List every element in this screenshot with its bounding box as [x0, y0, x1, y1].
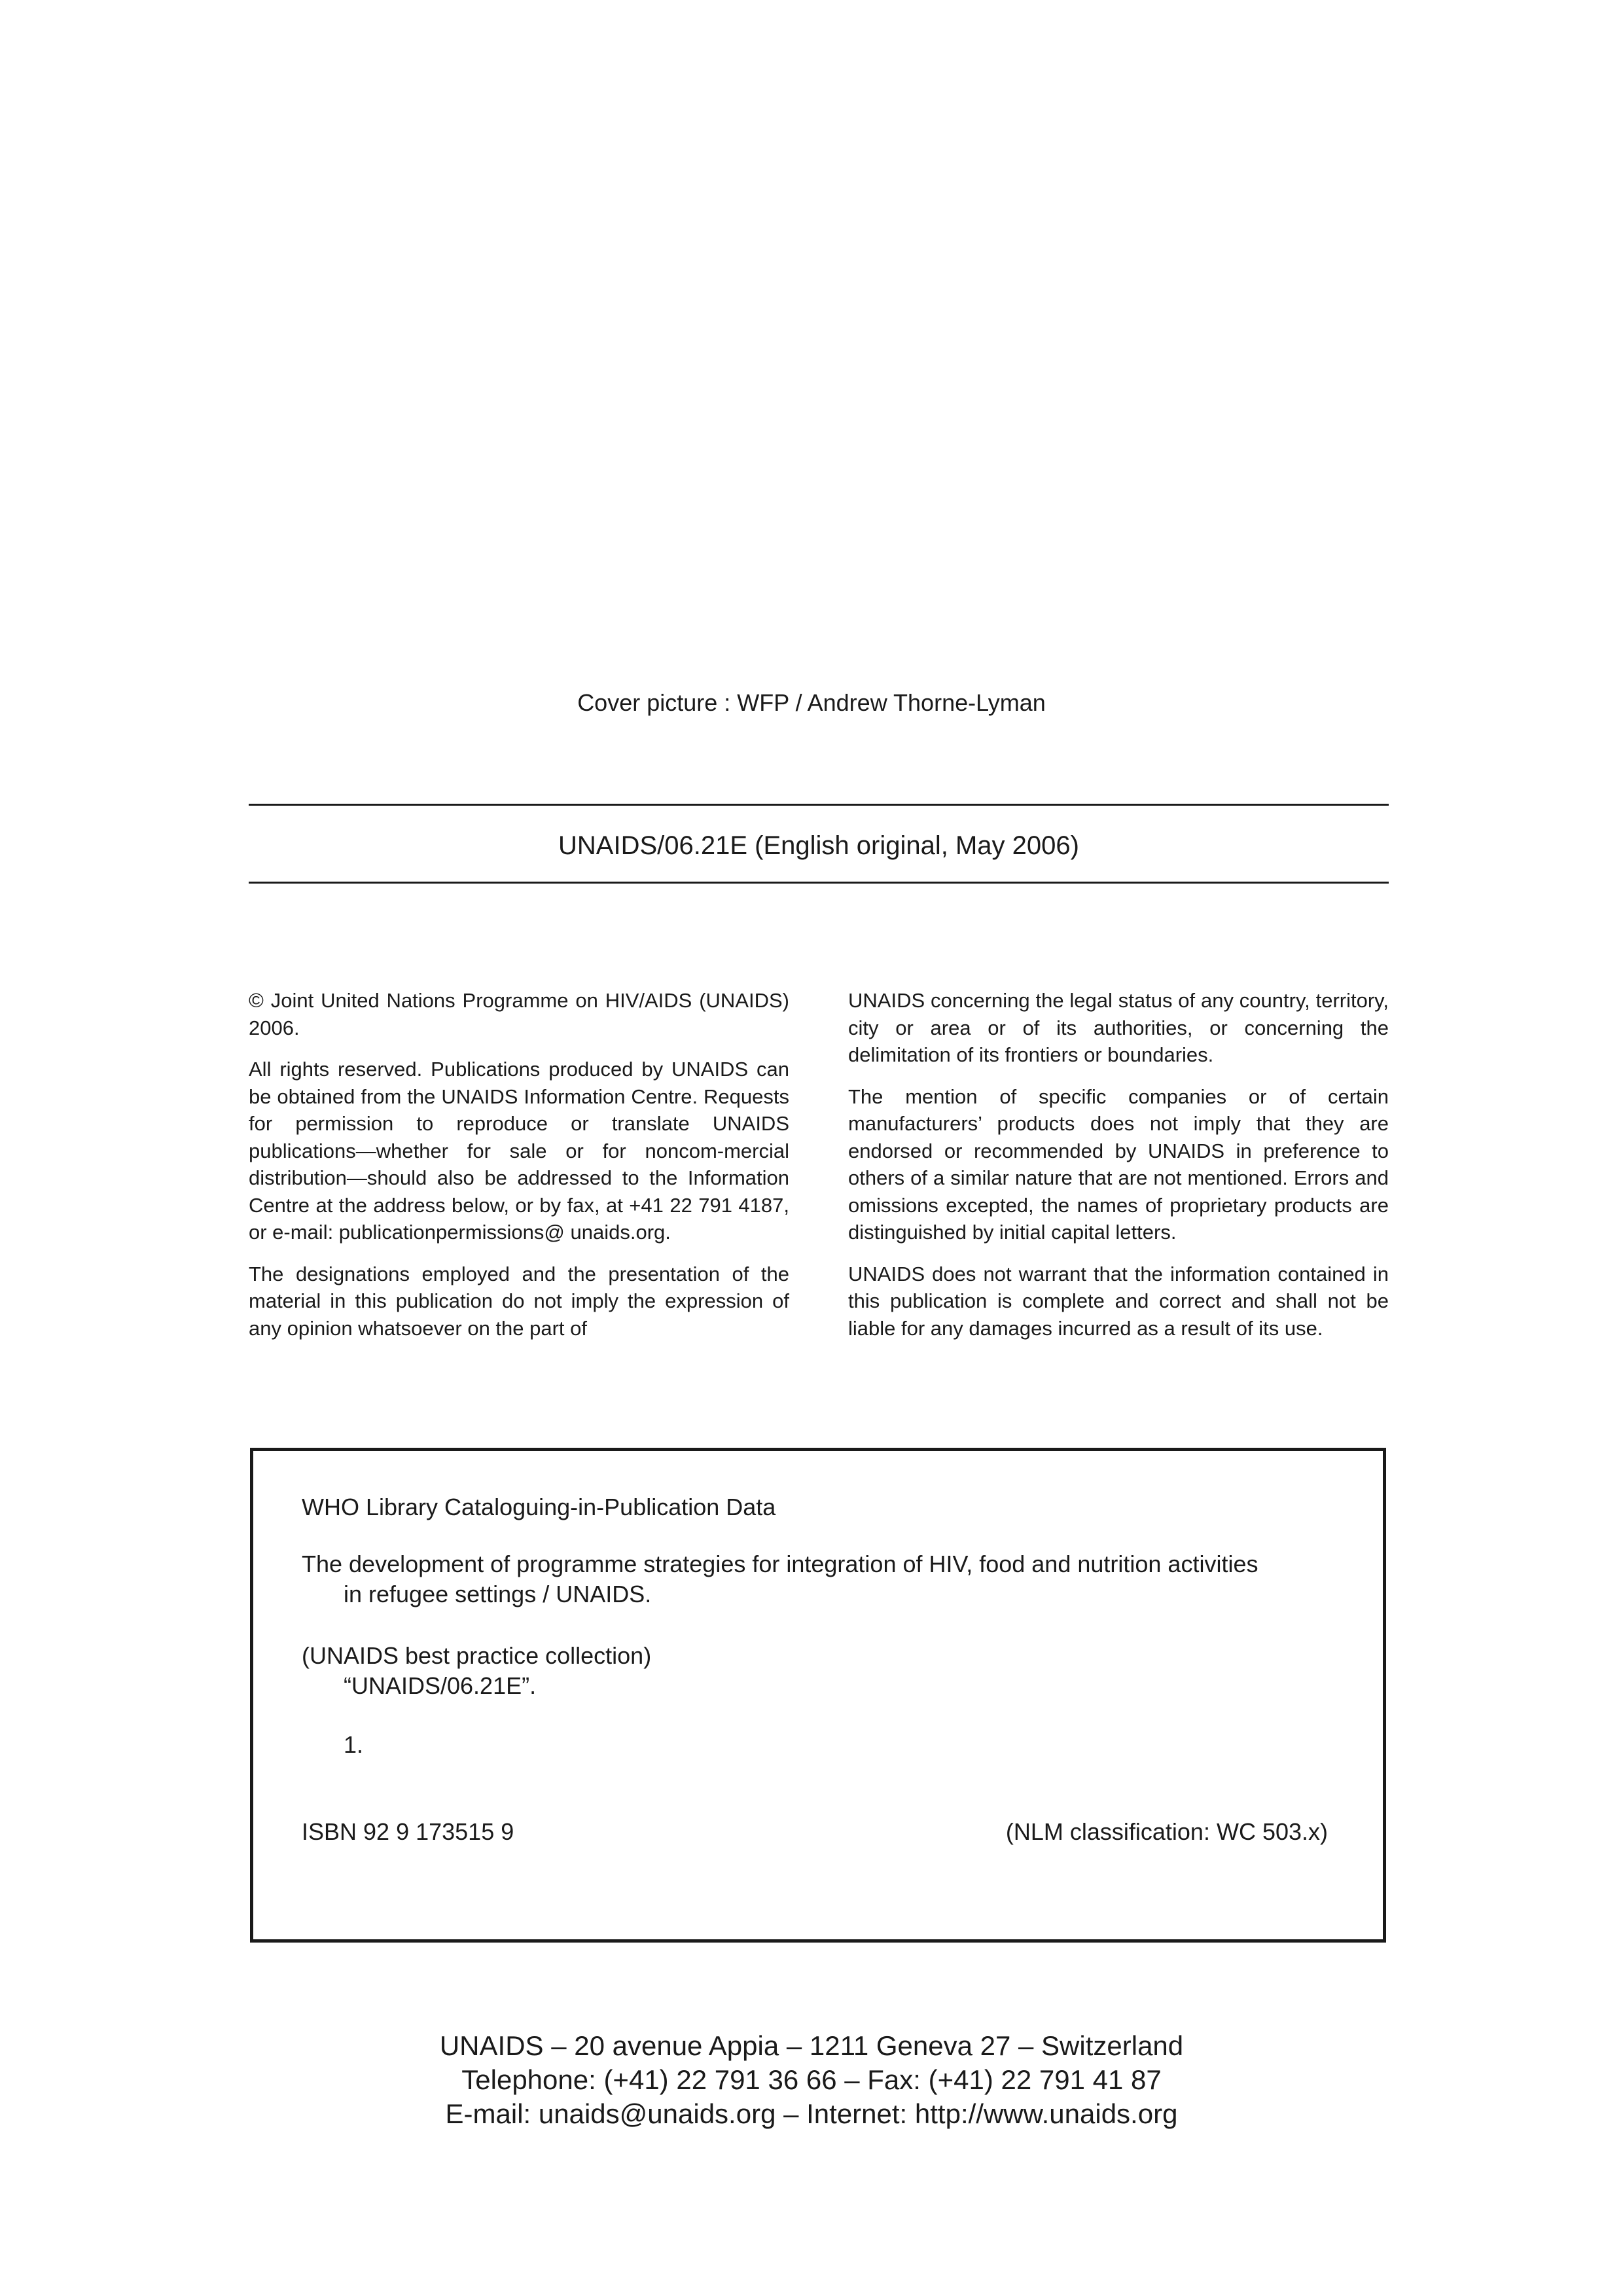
cover-credit: Cover picture : WFP / Andrew Thorne-Lyman: [577, 689, 1046, 716]
top-divider: [249, 804, 1389, 806]
copyright-column-left: [249, 987, 789, 1356]
catalogue-title-line2: in refugee settings / UNAIDS.: [344, 1581, 652, 1607]
copyright-column-right: [848, 987, 1389, 1356]
copyright-notice: © Joint United Nations Programme on HIV/AIDS (UNAIDS) 2006.: [249, 989, 789, 1039]
rights-paragraph: All rights reserved. Publications produced by UNAIDS can be obtained from the UNAIDS Information Centre. Requests for permission to reproduce or translate UNAIDS publications—whether for sale or for noncom-mercial distribution—should also be addressed to the Information Centre at the address below, or by fax, at +41 22 791 4187, or e-mail: publicationpermissions@ unaids.org.: [249, 1058, 789, 1244]
document-code: UNAIDS/06.21E (English original, May 2006): [558, 831, 1079, 860]
catalogue-title-line1: The development of programme strategies for integration of HIV, food and nutrition activities: [302, 1551, 1258, 1577]
address-line: UNAIDS – 20 avenue Appia – 1211 Geneva 27 – Switzerland: [439, 2030, 1184, 2061]
nlm-classification: (NLM classification: WC 503.x): [1005, 1818, 1328, 1845]
warranty-paragraph: UNAIDS does not warrant that the information contained in this publication is complete and correct and shall not be liable for any damages incurred as a result of its use.: [848, 1262, 1389, 1340]
phone-fax-line: Telephone: (+41) 22 791 36 66 – Fax: (+41) 22 791 41 87: [461, 2064, 1162, 2095]
catalogue-series-line2: “UNAIDS/06.21E”.: [344, 1672, 537, 1699]
catalogue-heading: WHO Library Cataloguing-in-Publication Data: [302, 1494, 776, 1520]
bottom-divider: [249, 882, 1389, 884]
contact-address: [0, 2029, 1623, 2131]
catalogue-item-number: 1.: [344, 1731, 364, 1758]
designations-paragraph: The designations employed and the presentation of the material in this publication do not imply the expression of any opinion whatsoever on the part of: [249, 1262, 789, 1340]
email-web-line: E-mail: unaids@unaids.org – Internet: http://www.unaids.org: [445, 2098, 1178, 2129]
catalogue-series: [302, 1641, 651, 1701]
isbn: ISBN 92 9 173515 9: [302, 1818, 514, 1845]
legal-status-paragraph: UNAIDS concerning the legal status of any country, territory, city or area or of its authorities, or concerning the delimitation of its frontiers or boundaries.: [848, 989, 1389, 1066]
catalogue-series-line1: (UNAIDS best practice collection): [302, 1642, 652, 1669]
catalogue-title: [302, 1549, 1258, 1609]
companies-paragraph: The mention of specific companies or of certain manufacturers’ products does not imply that they are endorsed or recommended by UNAIDS in preference to others of a similar nature that are not mentioned. Errors and omissions excepted, the names of proprietary products are distinguished by initial capital letters.: [848, 1085, 1389, 1244]
cataloguing-box: [250, 1448, 1386, 1943]
